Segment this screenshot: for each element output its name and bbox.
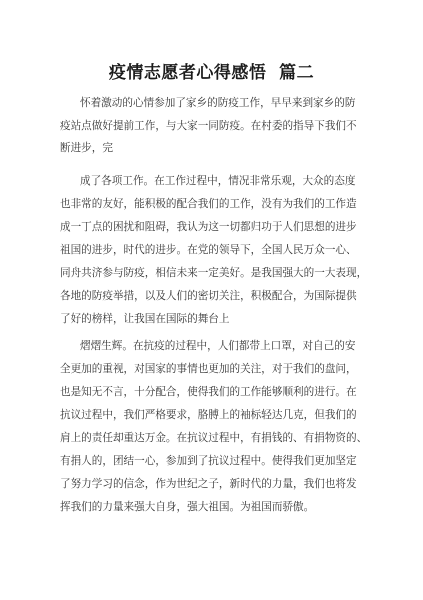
- paragraph-2-line-7: 了好的榜样，让我国在国际的舞台上: [60, 313, 230, 325]
- paragraph-3-line-7: 了努力学习的信念，作为世纪之子，新时代的力量，我们也将发: [60, 478, 357, 490]
- paragraph-2-line-2: 也非常的友好，能积极的配合我们的工作，没有为我们的工作造: [60, 198, 357, 210]
- paragraph-1-line-2: 疫站点做好提前工作，与大家一同防疫。在村委的指导下我们不: [60, 120, 357, 132]
- paragraph-3-line-1: 熠熠生辉。在抗疫的过程中，人们都带上口罩，对自己的安: [80, 340, 356, 352]
- paragraph-2-line-4: 祖国的进步，时代的进步。在党的领导下，全国人民万众一心、: [60, 244, 357, 256]
- paragraph-2-line-1: 成了各项工作。在工作过程中，情况非常乐观，大众的态度: [80, 175, 356, 187]
- paragraph-1-line-3: 断进步，完: [60, 142, 113, 154]
- paragraph-1-line-1: 怀着激动的心情参加了家乡的防疫工作，早早来到家乡的防: [80, 97, 356, 109]
- paragraph-3-line-8: 挥我们的力量来强大自身，强大祖国。为祖国而骄傲。: [60, 501, 315, 513]
- paragraph-3-line-3: 也是知无不言，十分配合，使得我们的工作能够顺利的进行。在: [60, 386, 357, 398]
- paragraph-3-line-5: 肩上的责任却重达万金。在抗议过程中，有捐钱的、有捐物资的、: [60, 432, 368, 444]
- paragraph-3-line-4: 抗议过程中，我们严格要求，胳膊上的袖标轻达几克，但我们的: [60, 409, 357, 421]
- page-title: 疫情志愿者心得感悟 篇二: [108, 63, 315, 83]
- paragraph-2-line-5: 同舟共济参与防疫，相信未来一定美好。是我国强大的一大表现，: [60, 267, 368, 279]
- paragraph-3-line-2: 全更加的重视，对国家的事情也更加的关注，对于我们的盘问，: [60, 363, 357, 375]
- paragraph-3-line-6: 有捐人的，团结一心，参加到了抗议过程中。使得我们更加坚定: [60, 455, 357, 467]
- paragraph-2-line-3: 成一丁点的困扰和阻碍，我认为这一切都归功于人们思想的进步: [60, 221, 357, 233]
- paragraph-2-line-6: 各地的防疫举措，以及人们的密切关注，积极配合，为国际提供: [60, 290, 357, 302]
